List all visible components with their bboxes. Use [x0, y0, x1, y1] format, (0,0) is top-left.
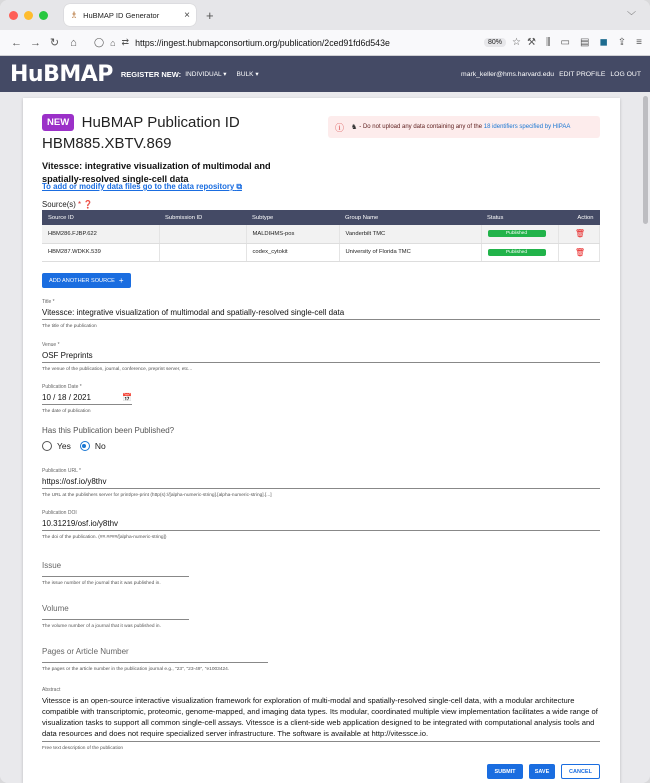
error-icon: ⓘ — [335, 122, 345, 133]
abstract-label: Abstract — [42, 687, 61, 693]
title-label: Title * — [42, 299, 55, 305]
action-cell — [558, 243, 600, 261]
delete-icon[interactable]: 🗑 — [574, 247, 585, 257]
edit-profile-link[interactable]: EDIT PROFILE — [559, 70, 606, 78]
radio-no[interactable] — [80, 441, 90, 451]
input-underline — [42, 576, 189, 577]
pages-field[interactable] — [42, 647, 268, 672]
bookmark-star-icon[interactable]: ☆ — [512, 37, 521, 48]
submission-id-cell — [159, 243, 246, 261]
repo-link-text: To add or modify data files go to the data repository — [42, 182, 235, 191]
form-actions — [487, 764, 600, 779]
app-header — [0, 56, 650, 92]
column-header: Action — [558, 210, 600, 225]
pub-url-help: The URL at the publishers server for print/pre-print (http(s)://[alpha-numeric-string].[alpha-numeric-string].[...] — [42, 493, 272, 498]
required-mark: * — [77, 200, 82, 209]
pub-doi-input[interactable]: 10.31219/osf.io/y8thv — [42, 519, 119, 528]
menu-icon[interactable]: ≡ — [636, 37, 642, 48]
date-help: The date of publication — [42, 409, 91, 414]
venue-field[interactable] — [42, 342, 600, 372]
input-underline — [42, 530, 600, 531]
submission-id-cell — [159, 225, 246, 243]
publication-form-card — [23, 98, 620, 783]
user-email: mark_keller@hms.harvard.edu — [461, 70, 555, 78]
input-underline — [42, 662, 268, 663]
new-tab-icon[interactable]: + — [206, 7, 214, 23]
save-button[interactable]: SAVE — [529, 764, 555, 779]
scrollbar[interactable] — [643, 96, 648, 224]
delete-icon[interactable]: 🗑 — [574, 229, 585, 239]
hipaa-alert — [328, 116, 600, 138]
new-badge: NEW — [42, 114, 74, 131]
source-id-cell: HBM287.WDKK.539 — [42, 243, 159, 261]
forward-icon[interactable]: → — [30, 36, 41, 49]
alert-text: - Do not upload any data containing any of the — [359, 124, 483, 130]
date-label: Publication Date * — [42, 384, 82, 390]
radio-no-label[interactable]: No — [94, 441, 106, 451]
column-header: Subtype — [246, 210, 339, 225]
person-lock-icon: ♞ — [351, 124, 358, 131]
calendar-icon[interactable]: 📅 — [122, 393, 132, 402]
pub-doi-label: Publication DOI — [42, 510, 77, 516]
title-field[interactable] — [42, 299, 600, 329]
hipaa-link[interactable]: 18 identifiers specified by HIPAA — [483, 124, 571, 130]
date-value: 10 / 18 / 2021 — [42, 393, 91, 402]
tools-icon[interactable]: ⚒ — [526, 37, 536, 48]
abstract-field[interactable] — [42, 687, 600, 751]
venue-input[interactable]: OSF Preprints — [42, 351, 93, 360]
group-cell: Vanderbilt TMC — [339, 225, 481, 243]
external-link-icon: ⧉ — [236, 182, 242, 191]
volume-help: The volume number of a journal that it was published in. — [42, 624, 161, 629]
table-row[interactable] — [42, 243, 600, 261]
individual-label: INDIVIDUAL — [185, 71, 222, 78]
reader-view-icon[interactable]: ▭ — [560, 37, 570, 48]
sources-table — [42, 210, 600, 262]
permissions-icon: ⇄ — [121, 37, 130, 47]
input-underline — [42, 741, 600, 742]
published-question: Has this Publication been Published? — [42, 426, 175, 435]
title-help: The title of the publication — [42, 324, 97, 329]
page-title: HuBMAP Publication ID — [81, 114, 240, 132]
share-icon[interactable]: ⇪ — [617, 37, 627, 48]
venue-help: The venue of the publication, journal, conference, preprint server, etc... — [42, 367, 193, 372]
submit-button[interactable]: SUBMIT — [487, 764, 523, 779]
issue-help: The issue number of the journal that it was published in. — [42, 581, 161, 586]
url-text: https://ingest.hubmapconsortium.org/publication/2ced91fd6d543e — [135, 37, 390, 48]
sources-label-text: Source(s) — [42, 200, 76, 209]
tab-bar — [0, 0, 650, 30]
lock-icon: ⌂ — [110, 37, 116, 48]
pages-input[interactable]: Pages or Article Number — [42, 647, 129, 656]
issue-input[interactable]: Issue — [42, 561, 62, 570]
minimize-window-button[interactable] — [24, 11, 33, 20]
tab-list-chevron-icon[interactable]: ﹀ — [626, 10, 636, 21]
hubmap-logo[interactable]: HuBMAP — [10, 61, 113, 87]
status-cell — [481, 225, 558, 243]
dropdown-icon: ▾ — [223, 71, 227, 78]
input-underline — [42, 488, 600, 489]
help-icon[interactable]: ❓ — [83, 200, 93, 209]
status-badge: Published — [488, 230, 546, 237]
shield-icon: ◯ — [94, 37, 105, 47]
title-input[interactable]: Vitessce: integrative visualization of multimodal and spatially-resolved single-cell data — [42, 308, 345, 317]
input-underline — [42, 362, 600, 363]
zoom-window-button[interactable] — [39, 11, 48, 20]
add-source-button[interactable] — [42, 273, 131, 288]
close-tab-icon[interactable]: × — [184, 9, 190, 21]
window-controls — [9, 11, 48, 20]
table-header-row — [42, 210, 600, 225]
library-icon[interactable]: ⫼ — [545, 37, 551, 48]
pub-url-label: Publication URL * — [42, 468, 82, 474]
pages-help: The pages or the article number in the publication journal e.g., "23", "23-49", "e1003424. — [42, 667, 230, 672]
volume-input[interactable]: Volume — [42, 604, 69, 613]
publication-id: HBM885.XBTV.869 — [42, 135, 172, 152]
input-underline — [42, 619, 189, 620]
publication-url-field[interactable] — [42, 468, 600, 498]
browser-tab[interactable] — [64, 4, 196, 26]
bulk-label: BULK — [236, 71, 254, 78]
issue-field[interactable] — [42, 561, 189, 586]
table-row[interactable] — [42, 225, 600, 243]
favicon-icon: ♗ — [70, 9, 79, 20]
cancel-button[interactable]: CANCEL — [561, 764, 600, 779]
close-window-button[interactable] — [9, 11, 18, 20]
volume-field[interactable] — [42, 604, 189, 629]
individual-menu[interactable] — [185, 70, 226, 78]
reload-icon[interactable]: ↻ — [49, 37, 60, 49]
extension-icon[interactable]: ◼ — [599, 37, 608, 48]
radio-yes-label[interactable]: Yes — [57, 441, 71, 451]
column-header: Source ID — [42, 210, 159, 225]
tab-title: HuBMAP ID Generator — [83, 10, 160, 20]
zoom-level[interactable]: 80% — [484, 38, 506, 47]
column-header: Status — [481, 210, 558, 225]
radio-yes[interactable] — [42, 441, 52, 451]
bulk-menu[interactable] — [237, 70, 259, 78]
page-icon[interactable]: ▤ — [580, 37, 590, 48]
venue-label: Venue * — [42, 342, 60, 348]
page-heading — [42, 114, 307, 186]
back-icon[interactable]: ← — [11, 36, 22, 49]
input-underline — [42, 319, 600, 320]
address-bar[interactable] — [94, 33, 521, 53]
date-field[interactable] — [42, 384, 132, 414]
action-cell — [558, 225, 600, 243]
publication-subtitle: Vitessce: integrative visualization of multimodal and spatially-resolved single-cell data — [42, 161, 271, 184]
source-id-cell: HBM286.FJBP.622 — [42, 225, 159, 243]
sources-label — [42, 200, 93, 209]
date-input[interactable] — [42, 393, 132, 402]
subtype-cell: codex_cytokit — [246, 243, 339, 261]
pub-url-input[interactable]: https://osf.io/y8thv — [42, 477, 107, 486]
input-underline — [42, 404, 132, 405]
abstract-help: Free text description of the publication — [42, 746, 124, 751]
page-viewport — [0, 92, 650, 783]
subtype-cell: MALDIHMS-pos — [246, 225, 339, 243]
column-header: Submission ID — [159, 210, 246, 225]
status-badge: Published — [488, 249, 546, 256]
register-new-label: REGISTER NEW: — [120, 69, 182, 79]
dropdown-icon: ▾ — [255, 71, 259, 78]
publication-doi-field[interactable] — [42, 510, 600, 540]
group-cell: University of Florida TMC — [339, 243, 481, 261]
url-toolbar — [0, 30, 650, 56]
add-source-label: ADD ANOTHER SOURCE — [49, 277, 115, 284]
pub-doi-help: The doi of the publication. (##.####/[alpha-numeric-string]) — [42, 535, 167, 540]
abstract-textarea[interactable]: Vitessce is an open-source interactive visualization framework for exploration of multi-modal and spatially-resolved single-cell data, with a modular architecture compatible with transcriptomic, proteomic, genome-mapped, and imaging data types. Its modular, coordinated multiple view implementation facilitates a wide range of visualization tasks to support all common single-cell assays. Vitessce is a client-side web application designed to be integrated with computational analysis tools and data resources and does not require specialized server infrastructure. The software is available at http://vitessce.io. — [42, 696, 598, 738]
column-header: Group Name — [339, 210, 481, 225]
status-cell — [481, 243, 558, 261]
published-radio-group — [42, 441, 106, 451]
home-icon[interactable]: ⌂ — [70, 36, 77, 49]
plus-icon: + — [118, 276, 124, 285]
data-repository-link[interactable] — [42, 182, 242, 192]
logout-link[interactable]: LOG OUT — [610, 70, 641, 78]
